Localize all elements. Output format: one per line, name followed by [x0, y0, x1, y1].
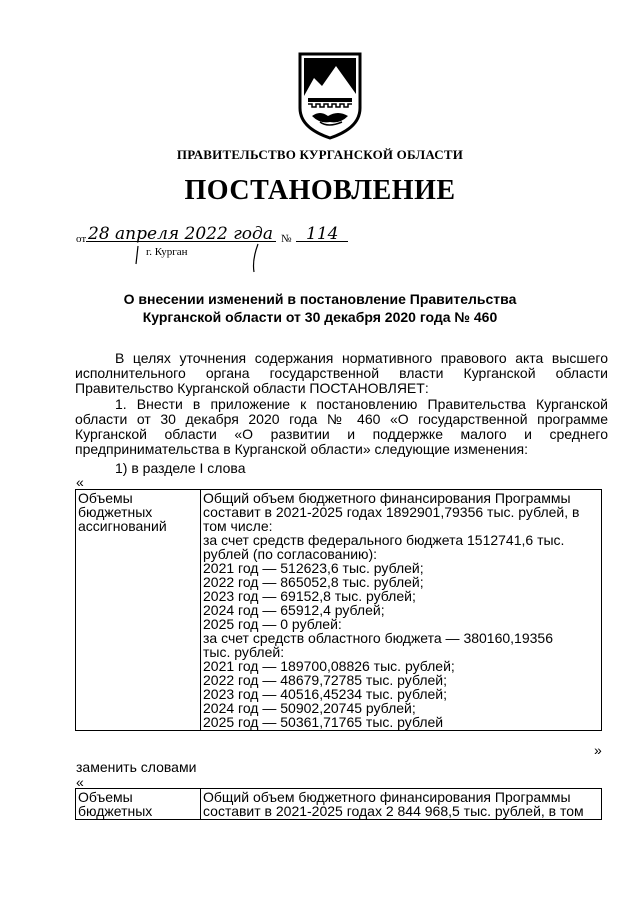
paragraph-line: Правительство Курганской области ПОСТАНОВЛЯЕТ: [75, 380, 429, 396]
coat-of-arms-emblem [298, 52, 362, 140]
paragraph-line: предпринимательства в Курганской области» следующие изменения: [75, 441, 529, 457]
subject-line-1: О внесении изменений в постановление Правительства [123, 291, 517, 307]
handwritten-marks [128, 240, 278, 276]
budget-content-cell: Общий объем бюджетного финансирования Программы составит в 2021-2025 годах 2 844 968,5 тыс. рублей, в том [201, 789, 602, 820]
number-prefix: № [281, 233, 292, 245]
document-type-title: ПОСТАНОВЛЕНИЕ [184, 175, 456, 206]
section-item: 1) в разделе I слова [115, 460, 246, 476]
handwritten-date: 28 апреля 2022 года [88, 224, 273, 244]
preamble-paragraph [75, 351, 608, 396]
paragraph-line: В целях уточнения содержания нормативного правового акта высшего [115, 350, 608, 366]
budget-table-old [75, 489, 602, 731]
paragraph-line: области от 30 декабря 2020 года № 460 «О государственной программе [75, 411, 608, 427]
city-name: г. Курган [146, 246, 188, 258]
date-prefix: от [76, 233, 87, 245]
number-underline [296, 241, 348, 242]
amendment-paragraph [75, 397, 608, 457]
budget-label-cell: Объемы бюджетных ассигнований [76, 490, 201, 731]
budget-label-cell: Объемы бюджетных [76, 789, 201, 820]
open-quote-2: « [76, 774, 84, 790]
government-name: ПРАВИТЕЛЬСТВО КУРГАНСКОЙ ОБЛАСТИ [176, 147, 464, 162]
handwritten-number: 114 [306, 224, 339, 244]
document-subject [0, 290, 640, 326]
budget-content-cell: Общий объем бюджетного финансирования Программы составит в 2021-2025 годах 1892901,79356 тыс. рублей, в том числе: за счет средств федерального бюджета 1512741,6 тыс. рублей (по согласованию): 2021 год — 512623,6 тыс. рублей; 2022 год — 865052,8 тыс. рублей; 2023 год — 69152,8 тыс. рублей; 2024 год — 65912,4 рублей; 2025 год — 0 рублей: за счет средств областного бюджета — 380160,19356 тыс. рублей: 2021 год — 189700,08826 тыс. рублей; 2022 год — 48679,72785 тыс. рублей; 2023 год — 40516,45234 тыс. рублей; 2024 год — 50902,20745 рублей; 2025 год — 50361,71765 тыс. рублей [201, 490, 602, 731]
open-quote: « [76, 474, 84, 490]
paragraph-line: исполнительного органа государственной власти Курганской области [75, 365, 608, 381]
close-quote: » [594, 742, 602, 758]
replace-with-label: заменить словами [76, 759, 197, 775]
subject-line-2: Курганской области от 30 декабря 2020 года № 460 [142, 309, 498, 325]
paragraph-line: Курганской области «О развитии и поддержке малого и среднего [75, 426, 608, 442]
paragraph-line: 1. Внести в приложение к постановлению Правительства Курганской [115, 396, 608, 412]
budget-table-new [75, 788, 602, 820]
